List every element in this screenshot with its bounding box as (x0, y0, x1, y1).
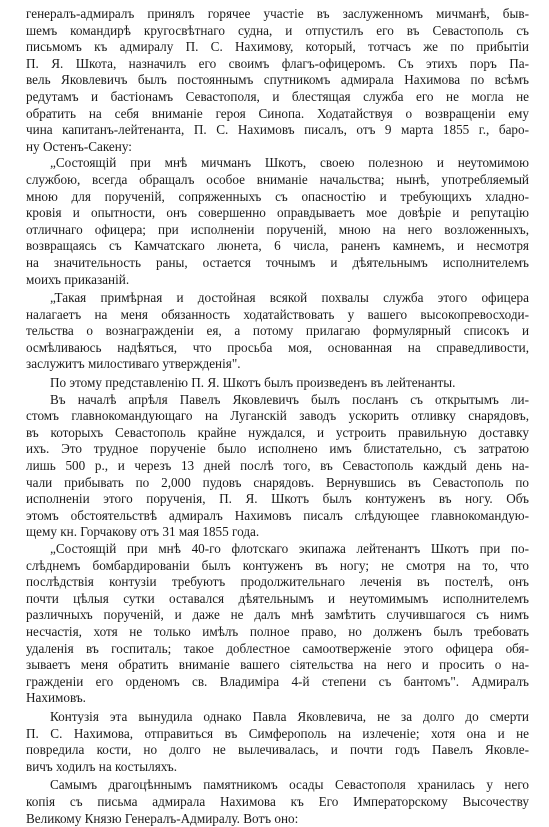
text-line: мною для порученій, сопряженныхъ съ опасностію и требующихъ хладно- (26, 189, 529, 206)
text-line: По этому представленію П. Я. Шкотъ былъ произведенъ въ лейтенанты. (26, 375, 529, 392)
text-line: „Такая примѣрная и достойная всякой похвалы служба этого офицера (26, 290, 529, 307)
paragraph-quote-1 (26, 155, 529, 288)
text-line: кровія и опытности, онъ совершенно оправдываетъ мое довѣріе и репутацію (26, 205, 529, 222)
text-line: исполненіи этого порученія, П. Я. Шкотъ былъ контуженъ въ ногу. Объ (26, 491, 529, 508)
text-line: обратить на себя вниманіе героя Синопа. Ходатайствуя о возвращеніи ему (26, 106, 529, 123)
paragraph-intro (26, 6, 529, 155)
text-line: въ которыхъ Севастополь крайне нуждался, и устроить правильную доставку (26, 425, 529, 442)
text-line: возвращаясь съ Камчатскаго люнета, 6 числа, раненъ камнемъ, и несмотря (26, 238, 529, 255)
paragraph-contusion (26, 709, 529, 775)
text-line: редутамъ и бастіонамъ Севастополя, и блестящая служба его не могла не (26, 89, 529, 106)
text-line: генералъ-адмиралъ принялъ горячее участіе въ заслуженномъ мичманѣ, быв- (26, 6, 529, 23)
text-line: ихъ. Это трудное порученіе было исполнено имъ блистательно, съ затратою (26, 441, 529, 458)
text-line: Контузія эта вынудила однако Павла Яковлевича, не за долго до смерти (26, 709, 529, 726)
text-line: налагаетъ на меня обязанность ходатайствовать у вашего высокопревосходи- (26, 307, 529, 324)
paragraph-promotion (26, 375, 529, 392)
text-line: „Состоящій при мнѣ 40-го флотскаго экипажа лейтенантъ Шкотъ при по- (26, 541, 529, 558)
text-line: „Состоящій при мнѣ мичманъ Шкотъ, своею полезною и неутомимою (26, 155, 529, 172)
text-line: удаленія въ госпиталь; такое доблестное самоотверженіе этого офицера обя- (26, 641, 529, 658)
text-line: моихъ приказаній. (26, 272, 529, 289)
text-line: ну Остенъ-Сакену: (26, 139, 529, 156)
text-line: отличнаго офицера; при исполненіи порученій, мною на него возложенныхъ, (26, 222, 529, 239)
text-line: Въ началѣ апрѣля Павелъ Яковлевичъ былъ посланъ съ открытымъ ли- (26, 392, 529, 409)
text-line: копія съ письма адмирала Нахимова къ Его Императорскому Высочеству (26, 794, 529, 811)
text-line: щему кн. Горчакову отъ 31 мая 1855 года. (26, 524, 529, 541)
text-line: несчастія, хотя не только имѣлъ полное право, но долженъ былъ требовать (26, 624, 529, 641)
text-line: тельства о вознагражденіи ея, а потому прилагаю формулярный списокъ и (26, 323, 529, 340)
text-line: слѣднемъ бомбардированіи былъ контуженъ въ ногу; не смотря на то, что (26, 558, 529, 575)
text-line: письмомъ къ адмиралу П. С. Нахимову, который, тотчасъ же по прибытіи (26, 39, 529, 56)
text-line: осмѣливаюсь надѣяться, что просьба моя, основанная на справедливости, (26, 340, 529, 357)
text-line: П. С. Нахимова, отправиться въ Симферополь на излеченіе; хотя она и не (26, 726, 529, 743)
text-line: вичъ ходилъ на костыляхъ. (26, 759, 529, 776)
text-line: стомъ главнокомандующаго на Луганскій заводъ ускорить отливку снарядовъ, (26, 408, 529, 425)
text-line: чали прибывать по 2,000 пудовъ снарядовъ. Вернувшись въ Севастополь по (26, 475, 529, 492)
text-line: заслужитъ милостиваго утвержденія". (26, 356, 529, 373)
text-line: Великому Князю Генералъ-Адмиралу. Вотъ оно: (26, 811, 529, 827)
text-line: шемъ командирѣ кругосвѣтнаго судна, и отпустилъ его въ Севастополь съ (26, 23, 529, 40)
text-line: гражденіи его орденомъ св. Владиміра 4-й степени съ бантомъ". Адмиралъ (26, 674, 529, 691)
text-line: Самымъ драгоцѣннымъ памятникомъ осады Севастополя хранилась у него (26, 777, 529, 794)
text-line: этомъ обстоятельствѣ адмиралъ Нахимовъ писалъ слѣдующее главнокомандую- (26, 508, 529, 525)
text-line: вель Яковлевичъ былъ постояннымъ спутникомъ адмирала Нахимова по всѣмъ (26, 72, 529, 89)
text-line: чина капитанъ-лейтенанта, П. С. Нахимовъ писалъ, отъ 9 марта 1855 г., баро- (26, 122, 529, 139)
paragraph-closing (26, 777, 529, 827)
text-line: лишь 500 р., и черезъ 13 дней послѣ того, въ Севастополь каждый день на- (26, 458, 529, 475)
text-line: зываетъ меня обратить вниманіе вашего сіятельства на него и просить о на- (26, 657, 529, 674)
text-line: послѣдствія контузіи требуютъ продолжительнаго леченія въ постелѣ, онъ (26, 574, 529, 591)
text-line: П. Я. Шкота, назначилъ его своимъ флагъ-офицеромъ. Съ этихъ поръ Па- (26, 56, 529, 73)
text-line: на значительность раны, остается точнымъ и дѣятельнымъ исполнителемъ (26, 255, 529, 272)
paragraph-quote-2 (26, 290, 529, 373)
text-line: различныхъ порученій, и даже не далъ мнѣ замѣтить случившагося съ нимъ (26, 607, 529, 624)
paragraph-quote-3 (26, 541, 529, 707)
text-line: Нахимовъ. (26, 690, 529, 707)
text-line: почти цѣлыя сутки оставался дѣятельнымъ и неутомимымъ исполнителемъ (26, 591, 529, 608)
text-line: службою, всегда обращалъ особое вниманіе начальства; нынѣ, употребляемый (26, 172, 529, 189)
text-line: повредила кости, но долго не вылечивалась, и почти годъ Павелъ Яковле- (26, 742, 529, 759)
paragraph-april (26, 392, 529, 541)
